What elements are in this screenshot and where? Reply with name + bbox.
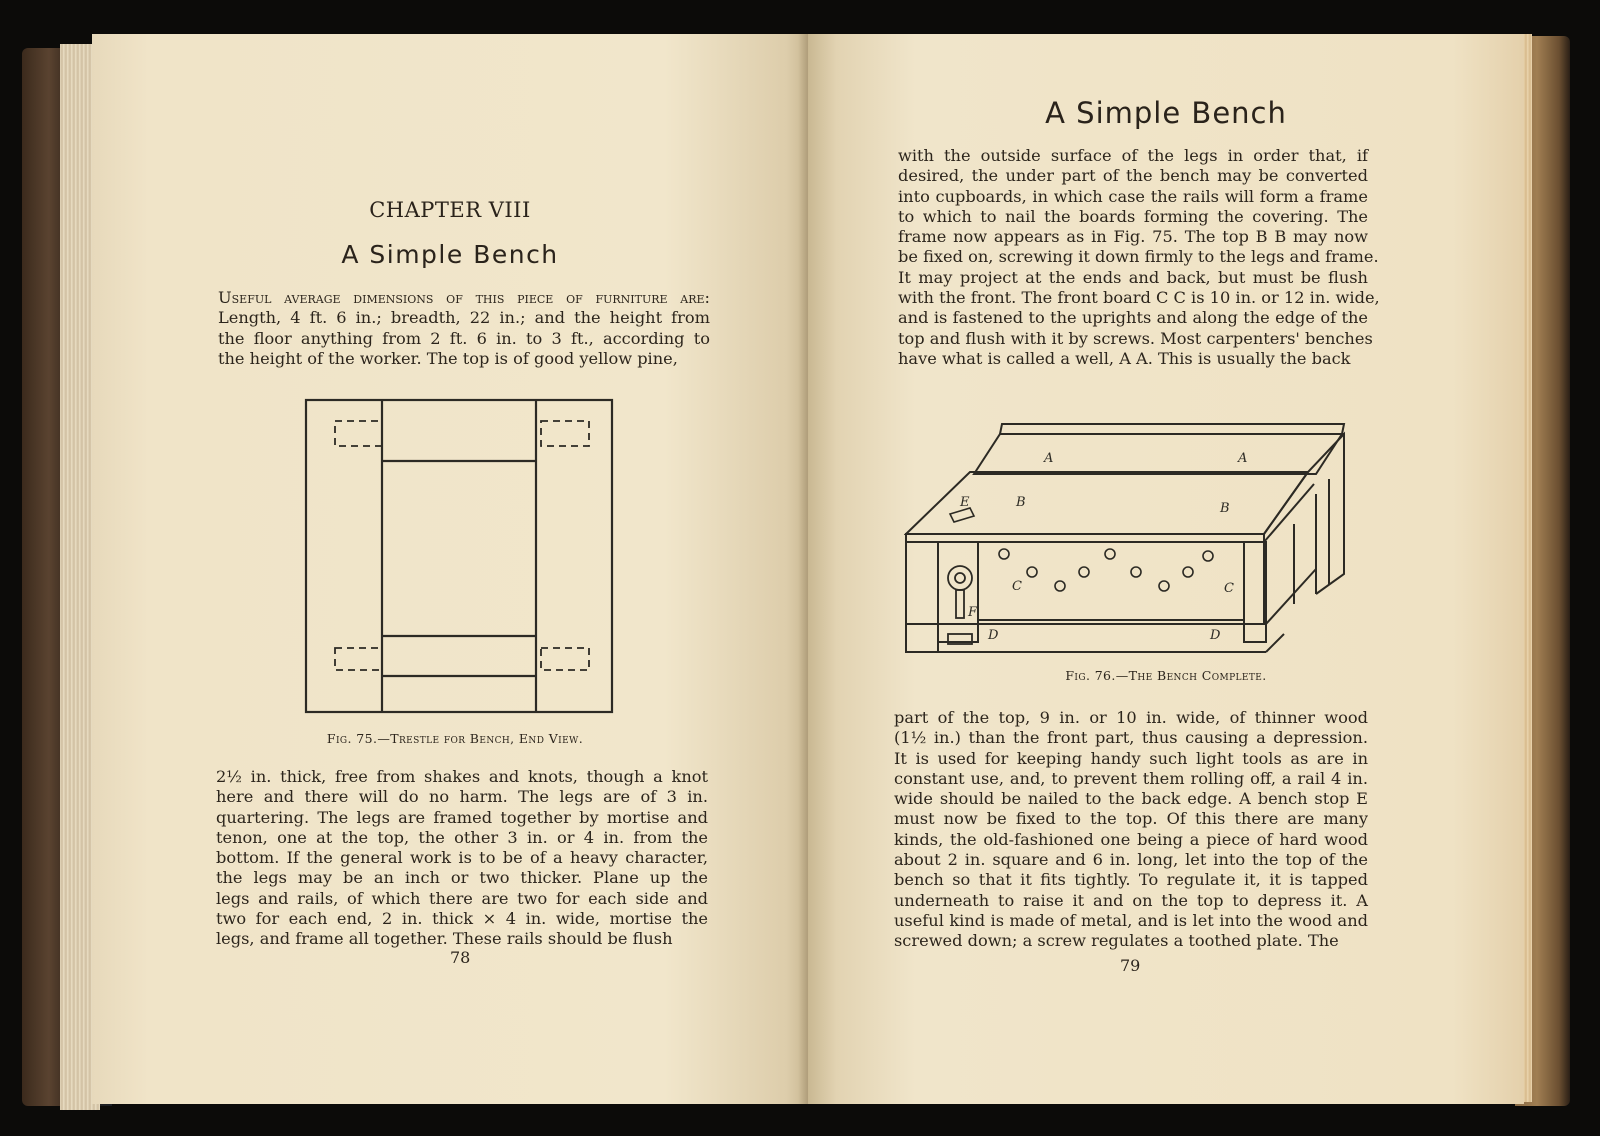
text-line: constant use, and, to prevent them rolling off, a rail 4 in. bbox=[894, 768, 1368, 788]
label-e: E bbox=[960, 495, 970, 510]
figure-76-caption: Fig. 76.—The Bench Complete. bbox=[1065, 668, 1267, 683]
text-line: underneath to raise it and on the top to depress it. A bbox=[894, 890, 1368, 910]
text-line: quartering. The legs are framed together by mortise and bbox=[216, 807, 708, 827]
text-line: It is used for keeping handy such light tools as are in bbox=[894, 748, 1368, 768]
left-paragraph-1 bbox=[218, 288, 710, 369]
left-paragraph-2 bbox=[216, 767, 708, 950]
text-line: legs and rails, of which there are two for each side and bbox=[216, 888, 708, 908]
label-a-left: A bbox=[1044, 451, 1054, 466]
page-number-right: 79 bbox=[1120, 956, 1141, 975]
running-head: A Simple Bench bbox=[1045, 96, 1287, 130]
text-line: must now be fixed to the top. Of this there are many bbox=[894, 809, 1368, 829]
text-line: Useful average dimensions of this piece of furniture are: bbox=[218, 288, 710, 307]
text-line: tenon, one at the top, the other 3 in. or 4 in. from the bbox=[216, 827, 708, 847]
text-line: desired, the under part of the bench may be converted bbox=[898, 166, 1368, 186]
label-d-left: D bbox=[988, 628, 999, 643]
right-paragraph-2 bbox=[894, 708, 1368, 952]
chapter-title: A Simple Bench bbox=[341, 240, 559, 269]
text-line: wide should be nailed to the back edge. A bench stop E bbox=[894, 789, 1368, 809]
text-line: the floor anything from 2 ft. 6 in. to 3 ft., according to bbox=[218, 328, 710, 348]
text-line: two for each end, 2 in. thick × 4 in. wide, mortise the bbox=[216, 909, 708, 929]
chapter-heading: CHAPTER VIII bbox=[369, 198, 531, 222]
label-a-right: A bbox=[1238, 451, 1248, 466]
text-line: into cupboards, in which case the rails will form a frame bbox=[898, 186, 1368, 206]
text-line: kinds, the old-fashioned one being a piece of hard wood bbox=[894, 829, 1368, 849]
right-page bbox=[808, 34, 1524, 1104]
text-line: top and flush with it by screws. Most carpenters' benches bbox=[898, 328, 1373, 348]
text-line: the legs may be an inch or two thicker. Plane up the bbox=[216, 868, 708, 888]
label-c-right: C bbox=[1224, 581, 1234, 596]
text-line: useful kind is made of metal, and is let into the wood and bbox=[894, 910, 1368, 930]
text-line: to which to nail the boards forming the covering. The bbox=[898, 206, 1368, 226]
left-page bbox=[92, 34, 808, 1104]
figure-75-caption: Fig. 75.—Trestle for Bench, End View. bbox=[326, 731, 584, 746]
text-line: bench so that it fits tightly. To regulate it, it is tapped bbox=[894, 870, 1368, 890]
text-line: 2½ in. thick, free from shakes and knots, though a knot bbox=[216, 767, 708, 786]
text-line: here and there will do no harm. The legs are of 3 in. bbox=[216, 787, 708, 807]
text-line: have what is called a well, A A. This is usually the back bbox=[898, 348, 1351, 368]
trestle-end-view-figure bbox=[292, 386, 622, 726]
text-line: with the outside surface of the legs in order that, if bbox=[898, 146, 1368, 165]
text-line: bottom. If the general work is to be of a heavy character, bbox=[216, 848, 708, 868]
label-d-right: D bbox=[1210, 628, 1221, 643]
text-line: Length, 4 ft. 6 in.; breadth, 22 in.; and the height from bbox=[218, 308, 710, 328]
page-number-left: 78 bbox=[450, 948, 471, 967]
text-line: screwed down; a screw regulates a toothed plate. The bbox=[894, 931, 1339, 951]
text-line: the height of the worker. The top is of good yellow pine, bbox=[218, 348, 678, 368]
text-line: It may project at the ends and back, but must be flush bbox=[898, 267, 1368, 287]
text-line: legs, and frame all together. These rails should be flush bbox=[216, 929, 673, 949]
text-line: be fixed on, screwing it down firmly to the legs and frame. bbox=[898, 247, 1379, 267]
label-b-left: B bbox=[1016, 495, 1026, 510]
label-f: F bbox=[968, 605, 978, 620]
text-line: and is fastened to the uprights and along the edge of the bbox=[898, 308, 1368, 328]
text-line: about 2 in. square and 6 in. long, let into the top of the bbox=[894, 850, 1368, 870]
label-c-left: C bbox=[1012, 579, 1022, 594]
label-b-right: B bbox=[1220, 501, 1230, 516]
text-line: frame now appears as in Fig. 75. The top B B may now bbox=[898, 227, 1368, 247]
right-paragraph-1 bbox=[898, 146, 1380, 369]
text-line: with the front. The front board C C is 10 in. or 12 in. wide, bbox=[898, 288, 1380, 308]
text-line: part of the top, 9 in. or 10 in. wide, of thinner wood bbox=[894, 708, 1368, 727]
bench-complete-figure bbox=[904, 394, 1364, 664]
text-line: (1½ in.) than the front part, thus causing a depression. bbox=[894, 728, 1368, 748]
